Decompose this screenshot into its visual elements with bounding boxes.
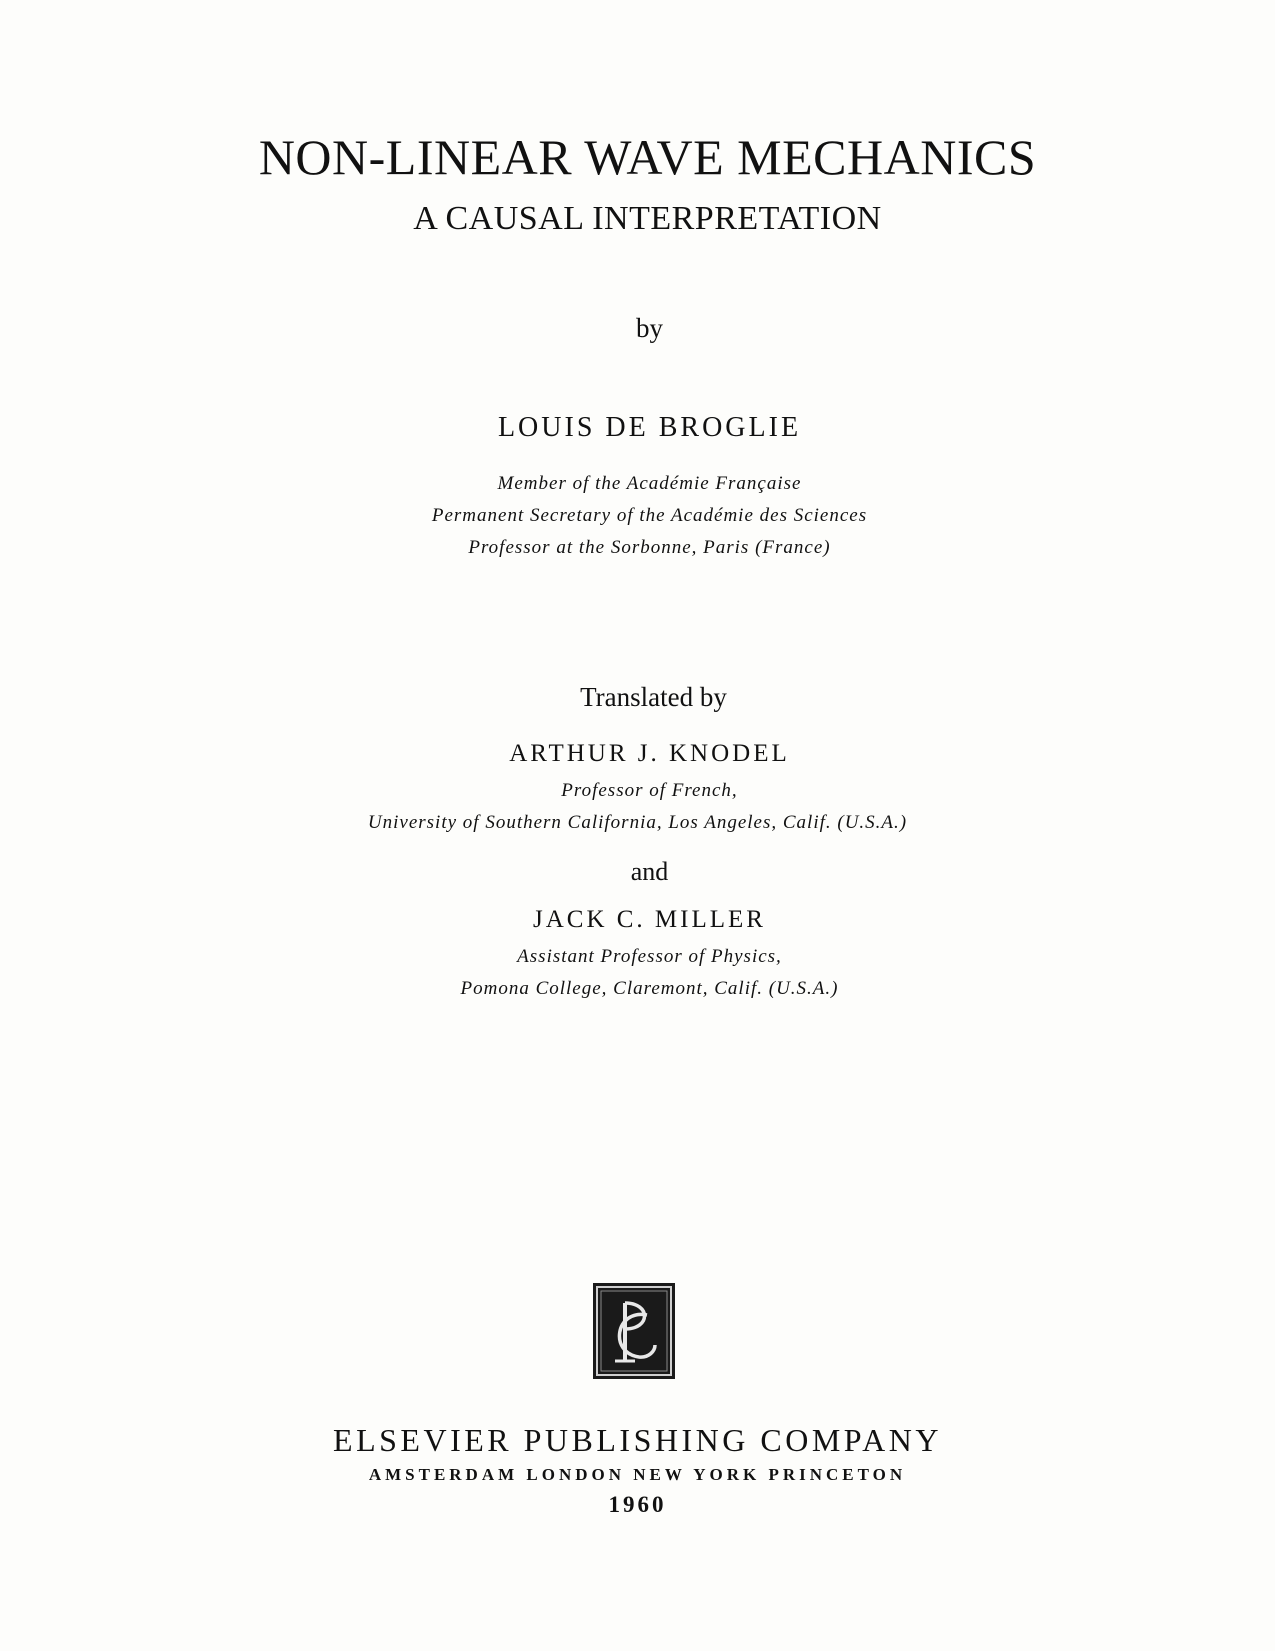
translated-by-label: Translated by bbox=[580, 682, 727, 712]
publisher-cities: AMSTERDAM LONDON NEW YORK PRINCETON bbox=[368, 1465, 907, 1484]
translator-name: ARTHUR J. KNODEL bbox=[509, 740, 790, 767]
by-label: by bbox=[636, 313, 663, 343]
book-subtitle: A CAUSAL INTERPRETATION bbox=[413, 200, 882, 237]
translator-affiliation: Pomona College, Claremont, Calif. (U.S.A.) bbox=[460, 978, 839, 999]
author-name: LOUIS DE BROGLIE bbox=[497, 412, 802, 443]
publication-year: 1960 bbox=[608, 1492, 667, 1517]
author-affiliation: Permanent Secretary of the Académie des Sciences bbox=[431, 505, 868, 526]
book-title: NON-LINEAR WAVE MECHANICS bbox=[258, 129, 1037, 185]
translator-affiliation: University of Southern California, Los Angeles, Calif. (U.S.A.) bbox=[367, 812, 908, 833]
translator-name: JACK C. MILLER bbox=[533, 906, 766, 933]
author-affiliation: Member of the Académie Française bbox=[497, 473, 802, 494]
author-affiliation: Professor at the Sorbonne, Paris (France) bbox=[468, 537, 831, 558]
publisher-name: ELSEVIER PUBLISHING COMPANY bbox=[333, 1422, 942, 1458]
publisher-monogram-icon bbox=[593, 1283, 675, 1379]
translator-affiliation: Assistant Professor of Physics, bbox=[517, 946, 782, 967]
and-label: and bbox=[630, 857, 669, 886]
translator-affiliation: Professor of French, bbox=[561, 780, 738, 801]
